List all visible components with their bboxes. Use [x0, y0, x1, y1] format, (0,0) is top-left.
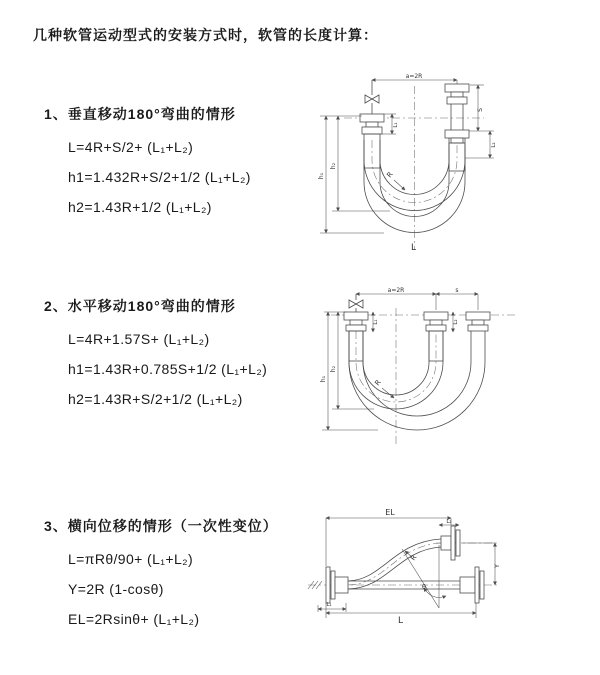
right-flange-upper [441, 526, 460, 560]
dim-label-length: L [411, 243, 417, 253]
formula-y: Y=2R (1-cosθ) [68, 581, 164, 597]
valve-icon [349, 300, 363, 308]
formula-el: EL=2Rsinθ+ (L₁+L₂) [68, 611, 200, 627]
dim-label-angle: θ [422, 583, 426, 591]
formula-length: L=4R+S/2+ (L₁+L₂) [68, 139, 194, 155]
section-1-heading: 1、垂直移动180°弯曲的情形 [44, 106, 236, 122]
section-vertical-movement [44, 104, 324, 222]
displaced-fitting [466, 312, 490, 331]
hose-u-bend [349, 331, 485, 430]
dim-label-fitting-top: L₂ [446, 519, 452, 525]
formula-h1: h1=1.432R+S/2+1/2 (L₁+L₂) [68, 169, 251, 185]
dim-label-radius: R [409, 553, 419, 563]
page-title: 几种软管运动型式的安装方式时，软管的长度计算： [33, 27, 378, 43]
formula-h1: h1=1.43R+0.785S+1/2 (L₁+L₂) [68, 361, 268, 377]
dim-label-fitting-right: L₂ [491, 142, 497, 148]
dim-label-width: a=2R [387, 287, 405, 294]
dim-label-h2: h₂ [330, 365, 337, 373]
left-fitting [360, 114, 384, 134]
dim-label-h1: h₁ [320, 375, 327, 383]
section-2-heading: 2、水平移动180°弯曲的情形 [44, 298, 236, 314]
hose-displaced-position [348, 539, 441, 589]
section-3-heading: 3、横向位移的情形（一次性变位） [44, 518, 278, 534]
formula-length: L=4R+1.57S+ (L₁+L₂) [68, 331, 210, 347]
section-1-formulas [68, 132, 324, 222]
dim-label-length: L [398, 616, 404, 626]
section-horizontal-movement [44, 296, 324, 414]
dim-label-width: a=2R [405, 73, 423, 80]
dim-label-fitting-left: L₁ [326, 602, 332, 608]
mid-fitting [424, 312, 448, 331]
dim-label-radius: R [373, 378, 383, 388]
dim-label-offset-y: Y [493, 564, 501, 568]
left-fitting [344, 312, 368, 331]
dim-label-stroke: S [477, 108, 484, 112]
dim-label-fitting-mid: L₂ [453, 319, 459, 325]
dim-label-h1: h₁ [318, 172, 325, 180]
dim-label-fitting-left: L₁ [393, 122, 399, 128]
formula-length: L=πRθ/90+ (L₁+L₂) [68, 551, 194, 567]
diagram-lateral-displacement [298, 505, 598, 640]
valve-icon [365, 95, 379, 103]
section-2-formulas [68, 324, 324, 414]
dimension-lines [318, 518, 495, 618]
dim-label-h2: h₂ [330, 162, 337, 170]
right-fitting-top [445, 84, 469, 104]
formula-h2: h2=1.43R+1/2 (L₁+L₂) [68, 199, 212, 215]
angle-construction [402, 545, 446, 608]
right-flange-lower [460, 567, 484, 603]
dim-label-fitting-left: L₁ [373, 319, 379, 325]
dim-label-shift: s [455, 287, 459, 294]
left-flange [326, 567, 348, 603]
diagram-vertical-180-bend [312, 70, 542, 258]
formula-h2: h2=1.43R+S/2+1/2 (L₁+L₂) [68, 391, 243, 407]
dim-label-radius: R [385, 170, 395, 180]
section-3-formulas [68, 544, 324, 634]
dim-label-el: EL [385, 508, 395, 517]
diagram-horizontal-180-bend [316, 284, 588, 456]
section-lateral-displacement [44, 516, 324, 634]
